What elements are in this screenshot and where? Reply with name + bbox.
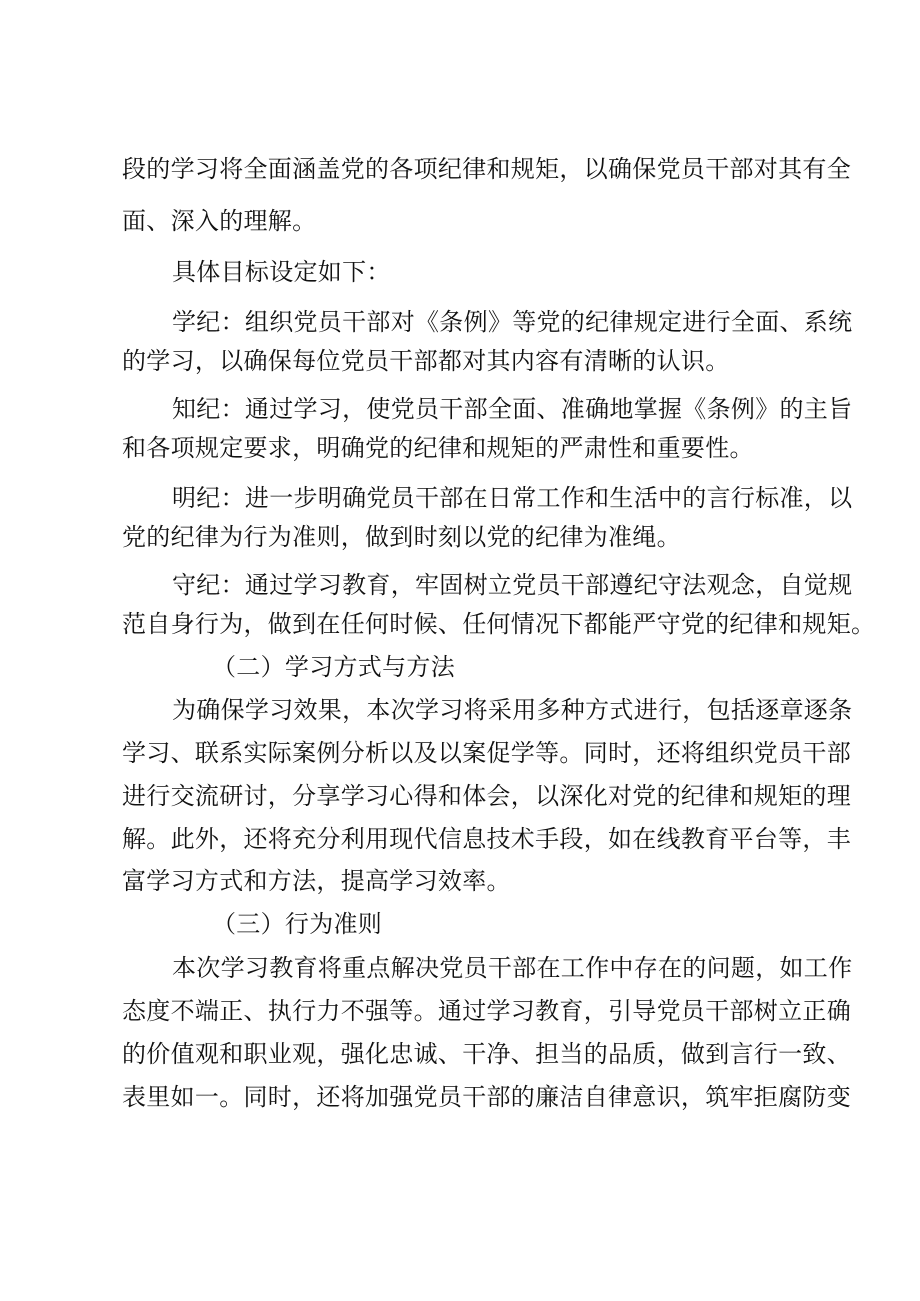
paragraph-line: 的学习，以确保每位党员干部都对其内容有清晰的认识。 (122, 347, 730, 375)
paragraph-line: 解。此外，还将充分利用现代信息技术手段，如在线教育平台等，丰 (122, 825, 851, 853)
paragraph-line: 为确保学习效果，本次学习将采用多种方式进行，包括逐章逐条 (172, 696, 853, 724)
paragraph-line: 知纪：通过学习，使党员干部全面、准确地掌握《条例》的主旨 (172, 395, 853, 423)
paragraph-line: 进行交流研讨，分享学习心得和体会，以深化对党的纪律和规矩的理 (122, 782, 851, 810)
paragraph-line: 面、深入的理解。 (122, 207, 317, 235)
paragraph-line: 段的学习将全面涵盖党的各项纪律和规矩，以确保党员干部对其有全 (122, 155, 851, 183)
paragraph-line: 学纪：组织党员干部对《条例》等党的纪律规定进行全面、系统 (172, 308, 853, 336)
paragraph-line: 和各项规定要求，明确党的纪律和规矩的严肃性和重要性。 (122, 434, 754, 462)
paragraph-line: 学习、联系实际案例分析以及以案促学等。同时，还将组织党员干部 (122, 739, 851, 767)
paragraph-line: 具体目标设定如下： (172, 258, 391, 286)
paragraph-line: 明纪：进一步明确党员干部在日常工作和生活中的言行标准，以 (172, 484, 853, 512)
paragraph-line: 范自身行为，做到在任何时候、任何情况下都能严守党的纪律和规矩。 (122, 610, 876, 638)
paragraph-line: 守纪：通过学习教育，牢固树立党员干部遵纪守法观念，自觉规 (172, 571, 853, 599)
paragraph-line: 富学习方式和方法，提高学习效率。 (122, 867, 511, 895)
section-heading: （二）学习方式与方法 (212, 653, 455, 681)
paragraph-line: 党的纪律为行为准则，做到时刻以党的纪律为准绳。 (122, 523, 681, 551)
paragraph-line: 本次学习教育将重点解决党员干部在工作中存在的问题，如工作 (172, 954, 853, 982)
section-heading: （三）行为准则 (212, 910, 383, 938)
paragraph-line: 态度不端正、执行力不强等。通过学习教育，引导党员干部树立正确 (122, 997, 851, 1025)
paragraph-line: 的价值观和职业观，强化忠诚、干净、担当的品质，做到言行一致、 (122, 1040, 851, 1068)
paragraph-line: 表里如一。同时，还将加强党员干部的廉洁自律意识，筑牢拒腐防变 (122, 1083, 851, 1111)
